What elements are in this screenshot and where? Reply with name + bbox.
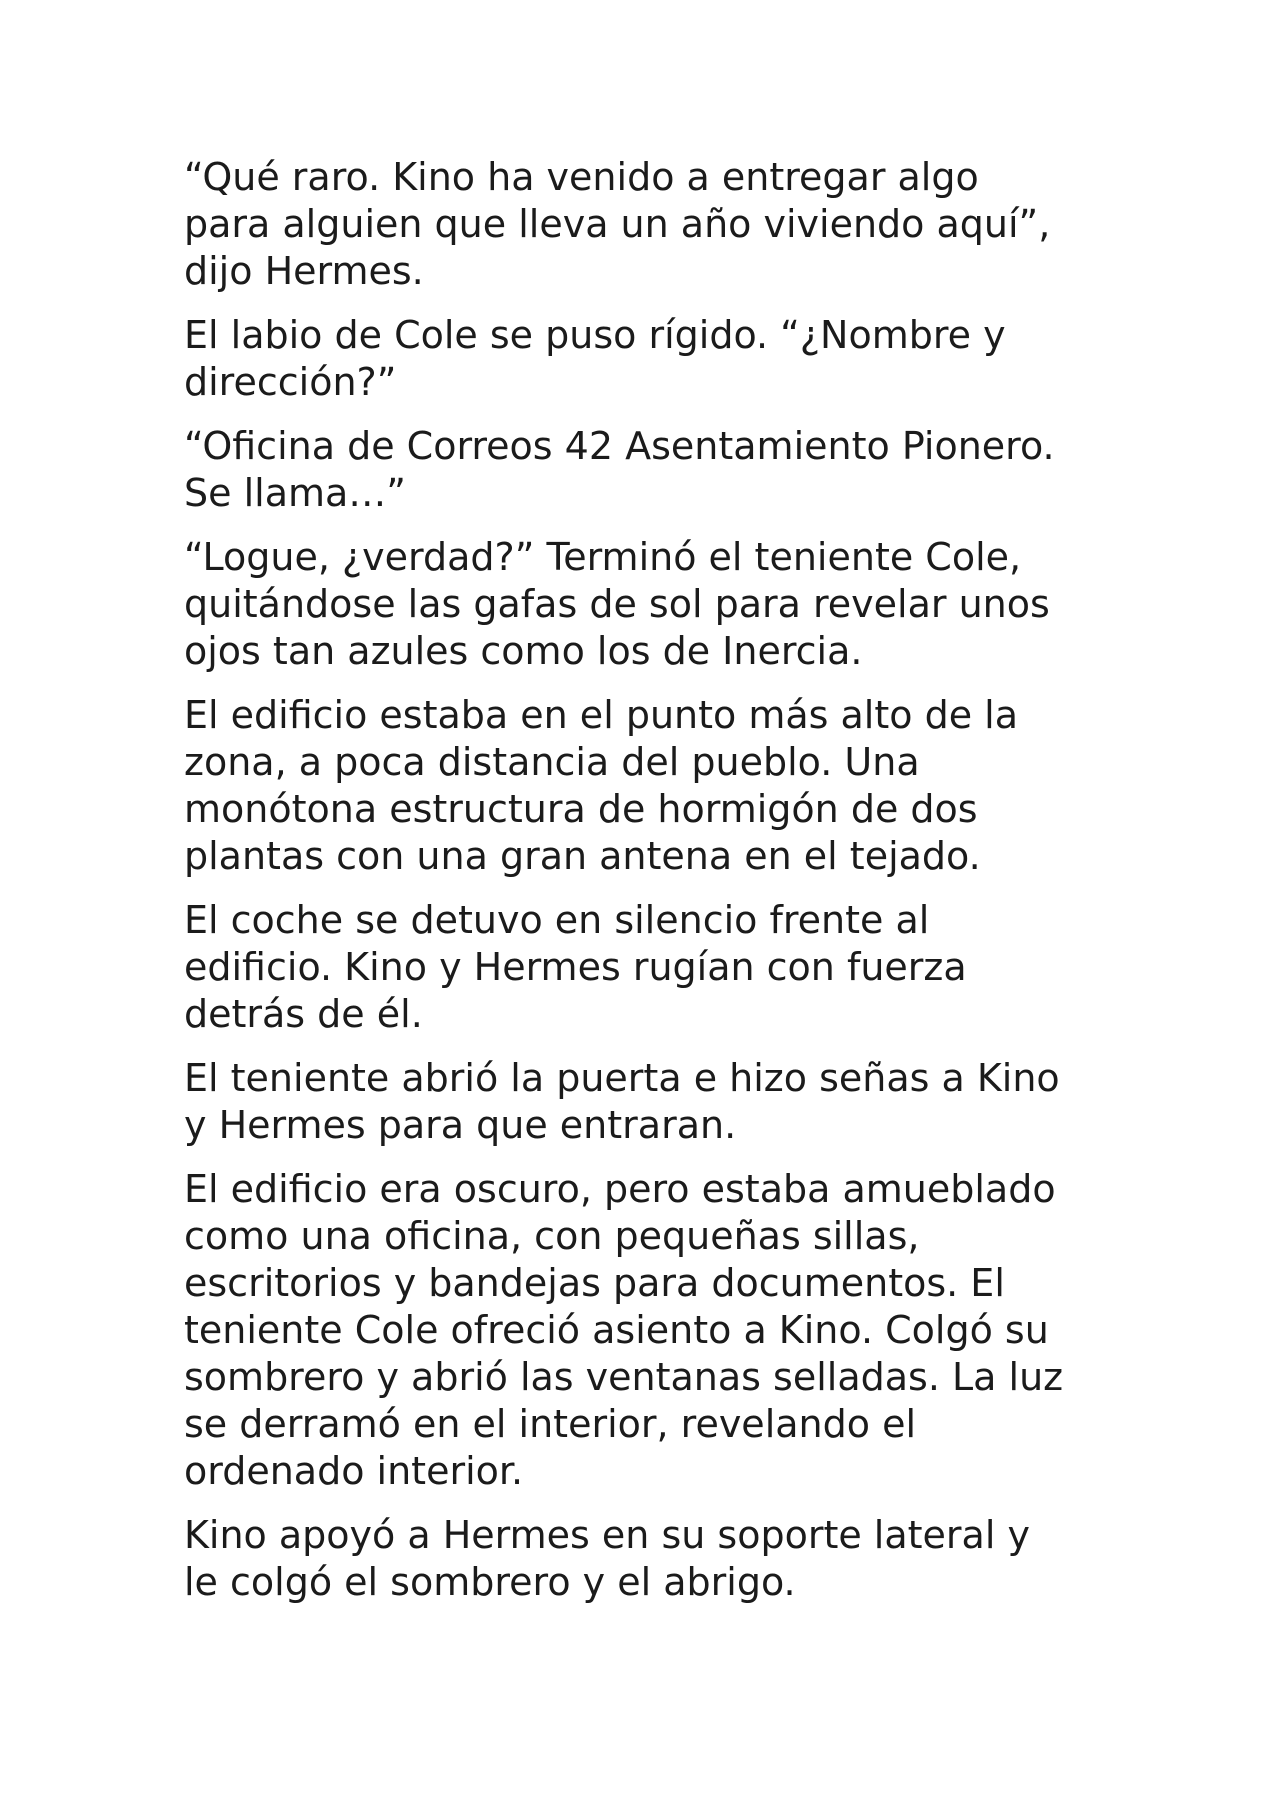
paragraph-9: Kino apoyó a Hermes en su soporte lateral y le colgó el sombrero y el abrigo. — [184, 1513, 1030, 1604]
paragraph-4: “Logue, ¿verdad?” Terminó el teniente Cole, quitándose las gafas de sol para revelar unos ojos tan azules como los de Inercia. — [184, 535, 1050, 673]
paragraph-3: “Oficina de Correos 42 Asentamiento Pionero. Se llama…” — [184, 424, 1055, 515]
paragraph-6: El coche se detuvo en silencio frente al edificio. Kino y Hermes rugían con fuerza detrás de él. — [184, 898, 967, 1036]
paragraph-7: El teniente abrió la puerta e hizo señas a Kino y Hermes para que entraran. — [184, 1056, 1060, 1147]
paragraph-8: El edificio era oscuro, pero estaba amueblado como una oficina, con pequeñas sillas, escritorios y bandejas para documentos. El teniente Cole ofreció asiento a Kino. Colgó su sombrero y abrió las ventanas selladas. La luz se derramó en el interior, revelando el ordenado interior. — [184, 1167, 1064, 1493]
paragraph-5: El edificio estaba en el punto más alto de la zona, a poca distancia del pueblo. Una monótona estructura de hormigón de dos plantas con una gran antena en el tejado. — [184, 693, 1019, 878]
paragraph-1: “Qué raro. Kino ha venido a entregar algo para alguien que lleva un año viviendo aquí”, dijo Hermes. — [184, 155, 1051, 293]
text-body — [184, 154, 1104, 1623]
paragraph-2: El labio de Cole se puso rígido. “¿Nombre y dirección?” — [184, 313, 1006, 404]
